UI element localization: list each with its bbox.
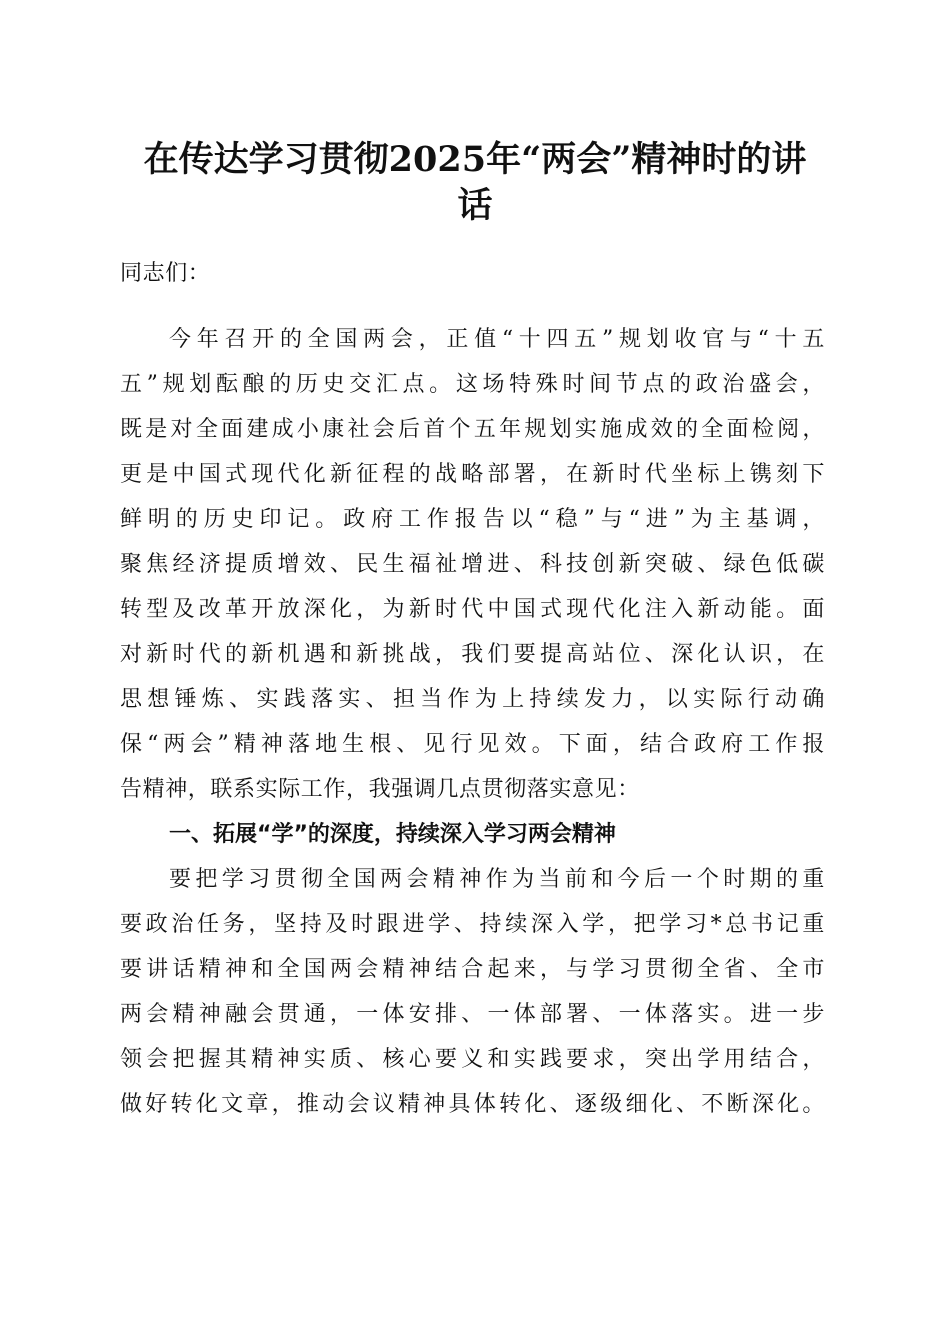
paragraph-1-line: 思想锤炼、实践落实、担当作为上持续发力，以实际行动确 [120,687,825,712]
paragraph-1-line: 对新时代的新机遇和新挑战，我们要提高站位、深化认识，在 [120,642,825,667]
paragraph-1-line: 转型及改革开放深化，为新时代中国式现代化注入新动能。面 [120,597,825,622]
paragraph-2-line: 要政治任务，坚持及时跟进学、持续深入学，把学习*总书记重 [120,912,825,937]
paragraph-1-line: 既是对全面建成小康社会后首个五年规划实施成效的全面检阅， [120,417,825,442]
document-title-line-2: 话 [457,185,493,226]
paragraph-1-line: 今年召开的全国两会，正值“十四五”规划收官与“十五 [169,327,825,352]
paragraph-2-line: 要把学习贯彻全国两会精神作为当前和今后一个时期的重 [169,867,825,892]
salutation: 同志们： [120,261,211,286]
paragraph-1-line: 更是中国式现代化新征程的战略部署，在新时代坐标上镌刻下 [120,462,825,487]
paragraph-2-line: 领会把握其精神实质、核心要义和实践要求，突出学用结合， [120,1047,825,1072]
paragraph-2-line: 两会精神融会贯通，一体安排、一体部署、一体落实。进一步 [120,1002,825,1027]
paragraph-1-line: 保“两会”精神落地生根、见行见效。下面，结合政府工作报 [120,732,825,757]
paragraph-1-line: 聚焦经济提质增效、民生福祉增进、科技创新突破、绿色低碳 [120,552,825,577]
paragraph-1-line: 鲜明的历史印记。政府工作报告以“稳”与“进”为主基调， [120,507,825,532]
paragraph-2-line: 要讲话精神和全国两会精神结合起来，与学习贯彻全省、全市 [120,957,825,982]
paragraph-1-line: 告精神，联系实际工作，我强调几点贯彻落实意见： [120,777,640,802]
section-1-heading: 一、拓展“学”的深度，持续深入学习两会精神 [169,822,616,847]
paragraph-1-line: 五”规划酝酿的历史交汇点。这场特殊时间节点的政治盛会， [120,372,825,397]
document-title-line-1: 在传达学习贯彻2025年“两会”精神时的讲 [143,139,807,180]
paragraph-2-line: 做好转化文章，推动会议精神具体转化、逐级细化、不断深化。 [120,1092,825,1117]
